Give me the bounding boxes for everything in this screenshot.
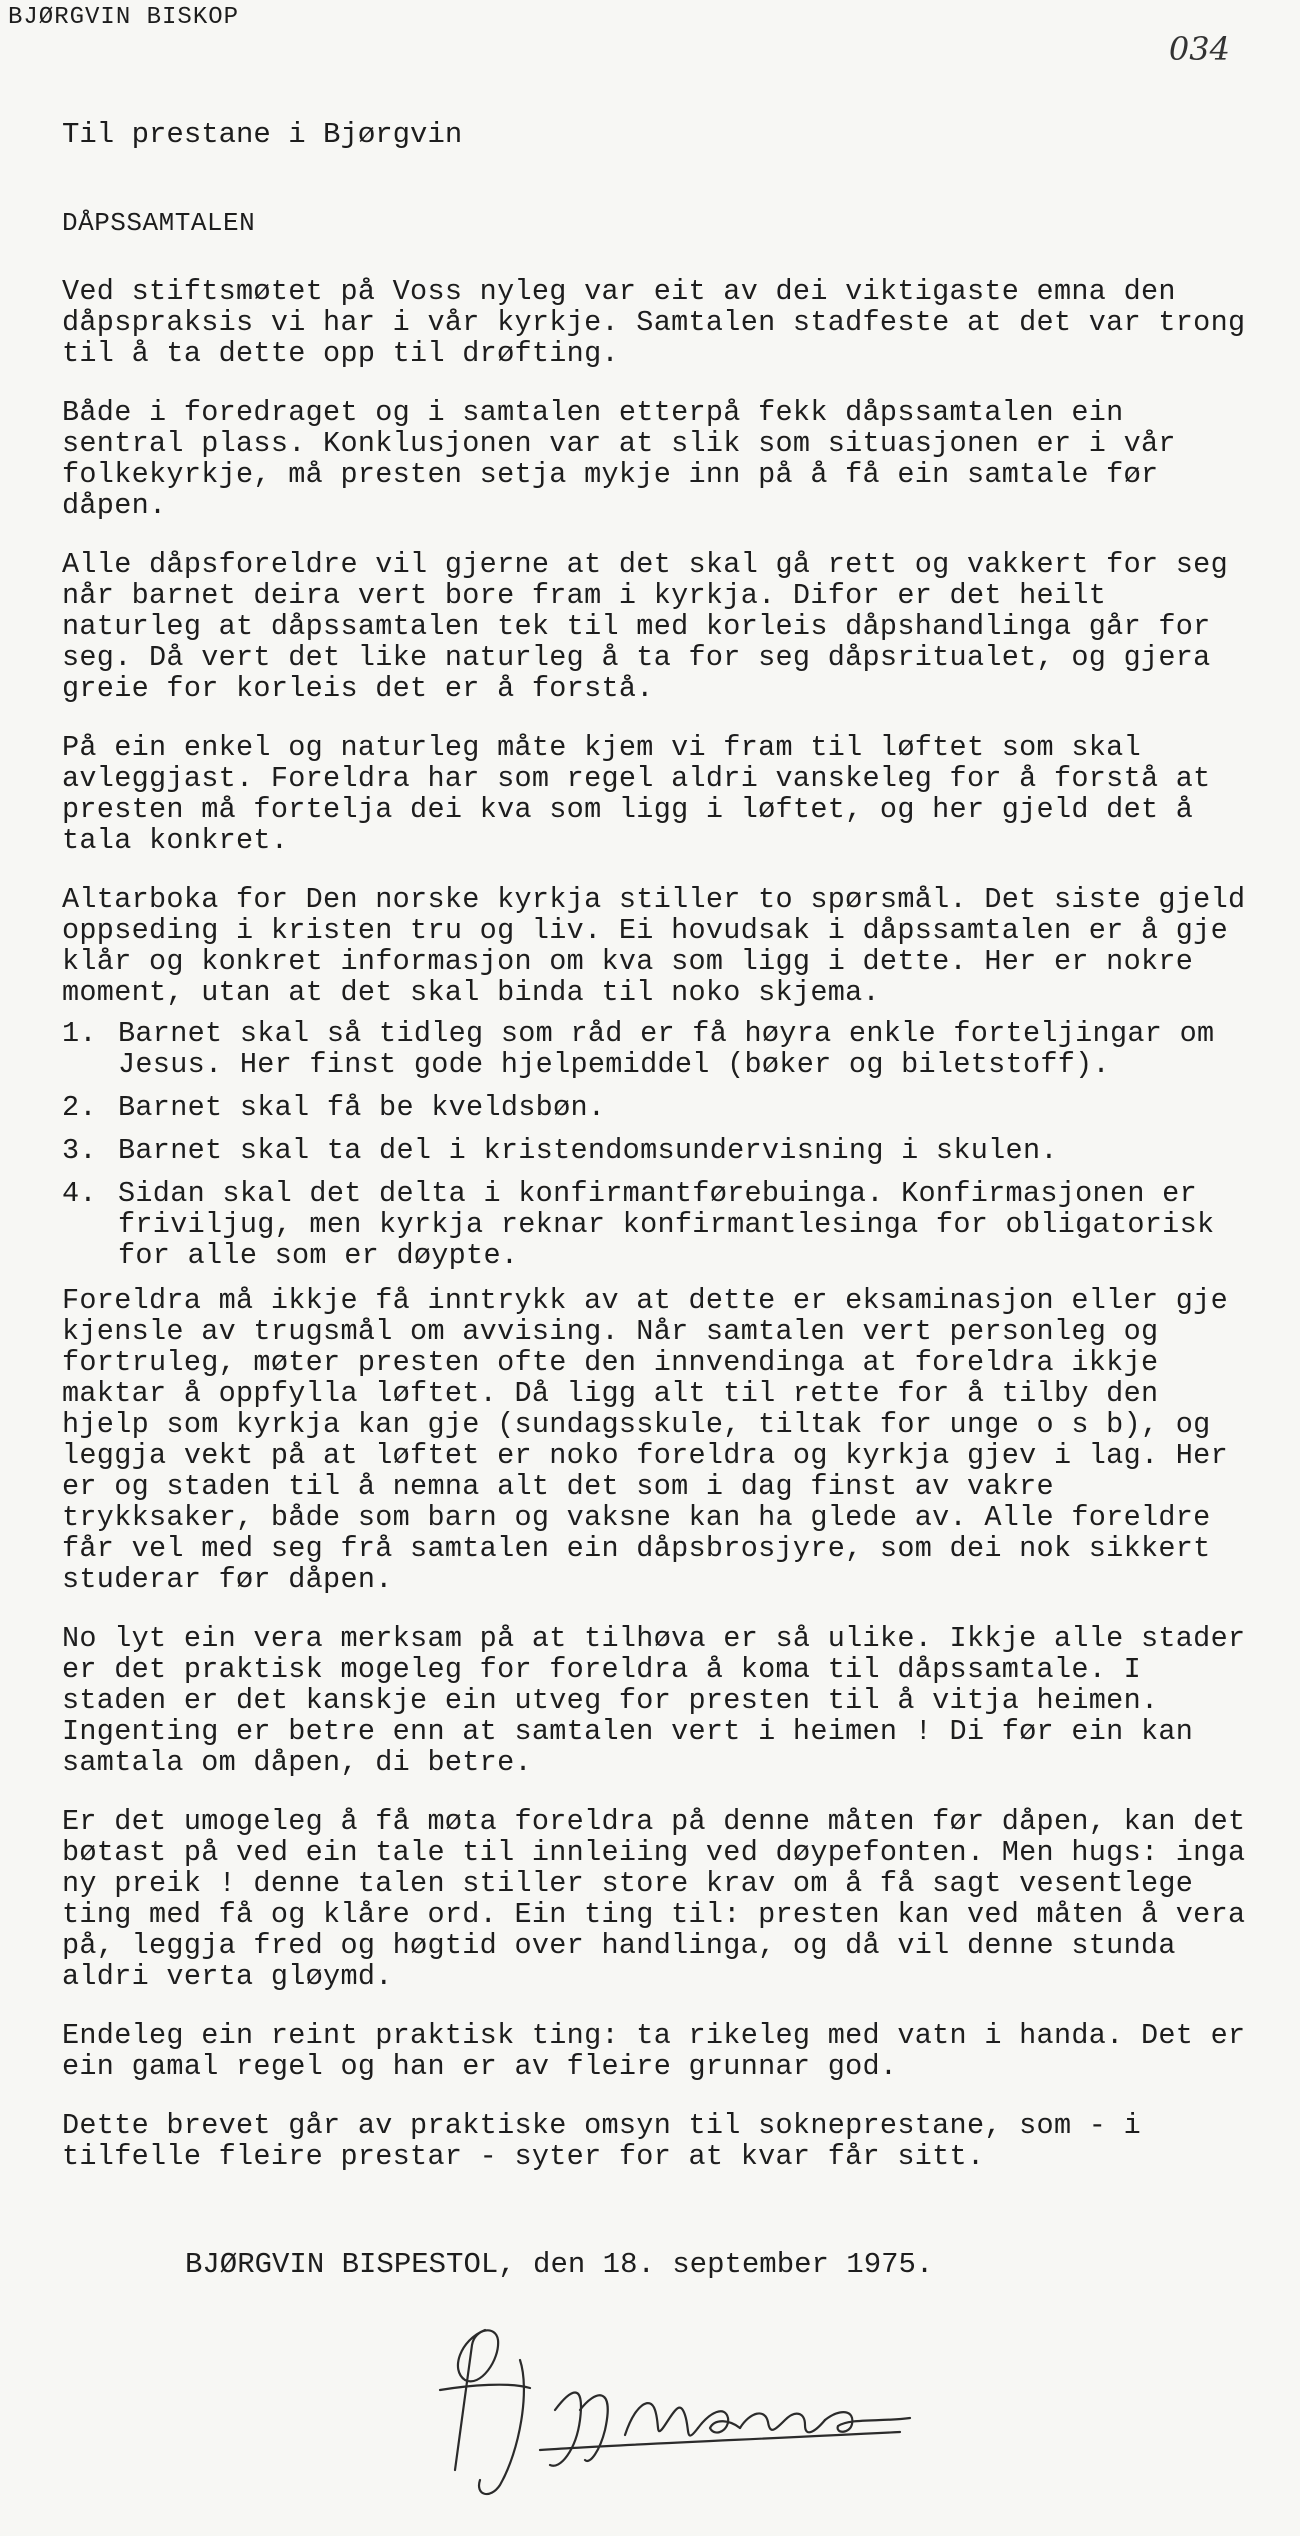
list-item <box>62 1092 1262 1123</box>
list-item-number: 4. <box>62 1177 97 1210</box>
paragraph: Ved stiftsmøtet på Voss nyleg var eit av dei viktigaste emna den dåpspraksis vi har i vår kyrkje. Samtalen stadfeste at det var trong til å ta dette opp til drøfting. <box>62 275 1246 370</box>
paragraph: På ein enkel og naturleg måte kjem vi fram til løftet som skal avleggjast. Foreldra har som regel aldri vanskeleg for å forstå at presten må fortelja dei kva som ligg i løftet, og her gjeld det å tala konkret. <box>62 731 1211 857</box>
list-item-text: Sidan skal det delta i konfirmantførebuinga. Konfirmasjonen er friviljug, men kyrkja reknar konfirmantlesinga for obligatorisk for alle som er døypte. <box>118 1177 1215 1272</box>
list-item <box>62 1178 1262 1271</box>
page-number: 034 <box>1168 30 1230 68</box>
list-item <box>62 1018 1262 1080</box>
handwritten-signature <box>380 2300 960 2520</box>
letter-title: DÅPSSAMTALEN <box>62 208 256 238</box>
paragraph: Er det umogeleg å få møta foreldra på denne måten før dåpen, kan det bøtast på ved ein tale til innleiing ved døypefonten. Men hugs: inga ny preik ! denne talen stiller store krav om å få sagt vesentlege ting med få og klåre ord. Ein ting til: presten kan ved måten å vera på, leggja fred og høgtid over handlinga, og då vil denne stunda aldri verta gløymd. <box>62 1805 1246 1993</box>
list-item-number: 2. <box>62 1091 97 1124</box>
dateline: BJØRGVIN BISPESTOL, den 18. september 1975. <box>185 2248 934 2281</box>
paragraph: No lyt ein vera merksam på at tilhøva er så ulike. Ikkje alle stader er det praktisk mogeleg for foreldra å koma til dåpssamtale. I staden er det kanskje ein utveg for presten til å vitja heimen. Ingenting er betre enn at samtalen vert i heimen ! Di før ein kan samtala om dåpen, di betre. <box>62 1622 1246 1779</box>
paragraph: Alle dåpsforeldre vil gjerne at det skal gå rett og vakkert for seg når barnet deira vert bore fram i kyrkja. Difor er det heilt naturleg at dåpssamtalen tek til med korleis dåpshandlinga går for seg. Då vert det like naturleg å ta for seg dåpsritualet, og gjera greie for korleis det er å forstå. <box>62 548 1228 705</box>
paragraph: Både i foredraget og i samtalen etterpå fekk dåpssamtalen ein sentral plass. Konklusjonen var at slik som situasjonen er i vår folkekyrkje, må presten setja mykje inn på å få ein samtale før dåpen. <box>62 396 1176 522</box>
letter-body <box>62 276 1262 2200</box>
paragraph: Foreldra må ikkje få inntrykk av at dette er eksaminasjon eller gje kjensle av trugsmål om avvising. Når samtalen vert personleg og fortruleg, møter presten ofte den innvendinga at foreldra ikkje maktar å oppfylla løftet. Då ligg alt til rette for å tilby den hjelp som kyrkja kan gje (sundagsskule, tiltak for unge o s b), og leggja vekt på at løftet er noko foreldra og kyrkja gjev i lag. Her er og staden til å nemna alt det som i dag finst av vakre trykksaker, både som barn og vaksne kan ha glede av. Alle foreldre får vel med seg frå samtalen ein dåpsbrosjyre, som dei nok sikkert studerar før dåpen. <box>62 1284 1228 1596</box>
paragraph: Altarboka for Den norske kyrkja stiller to spørsmål. Det siste gjeld oppseding i kristen tru og liv. Ei hovudsak i dåpssamtalen er å gje klår og konkret informasjon om kva som ligg i dette. Her er nokre moment, utan at det skal binda til noko skjema. <box>62 883 1246 1009</box>
list-item-text: Barnet skal ta del i kristendomsundervisning i skulen. <box>118 1134 1058 1167</box>
salutation: Til prestane i Bjørgvin <box>62 118 463 151</box>
paragraph: Dette brevet går av praktiske omsyn til sokneprestane, som - i tilfelle fleire prestar - syter for at kvar får sitt. <box>62 2109 1141 2173</box>
list-item-number: 1. <box>62 1017 97 1050</box>
list-item-number: 3. <box>62 1134 97 1167</box>
sender-header: BJØRGVIN BISKOP <box>8 4 240 31</box>
moment-list <box>62 1018 1262 1271</box>
paragraph: Endeleg ein reint praktisk ting: ta rikeleg med vatn i handa. Det er ein gamal regel og han er av fleire grunnar god. <box>62 2019 1246 2083</box>
list-item-text: Barnet skal så tidleg som råd er få høyra enkle forteljingar om Jesus. Her finst gode hjelpemiddel (bøker og biletstoff). <box>118 1017 1215 1081</box>
list-item <box>62 1135 1262 1166</box>
list-item-text: Barnet skal få be kveldsbøn. <box>118 1091 606 1124</box>
